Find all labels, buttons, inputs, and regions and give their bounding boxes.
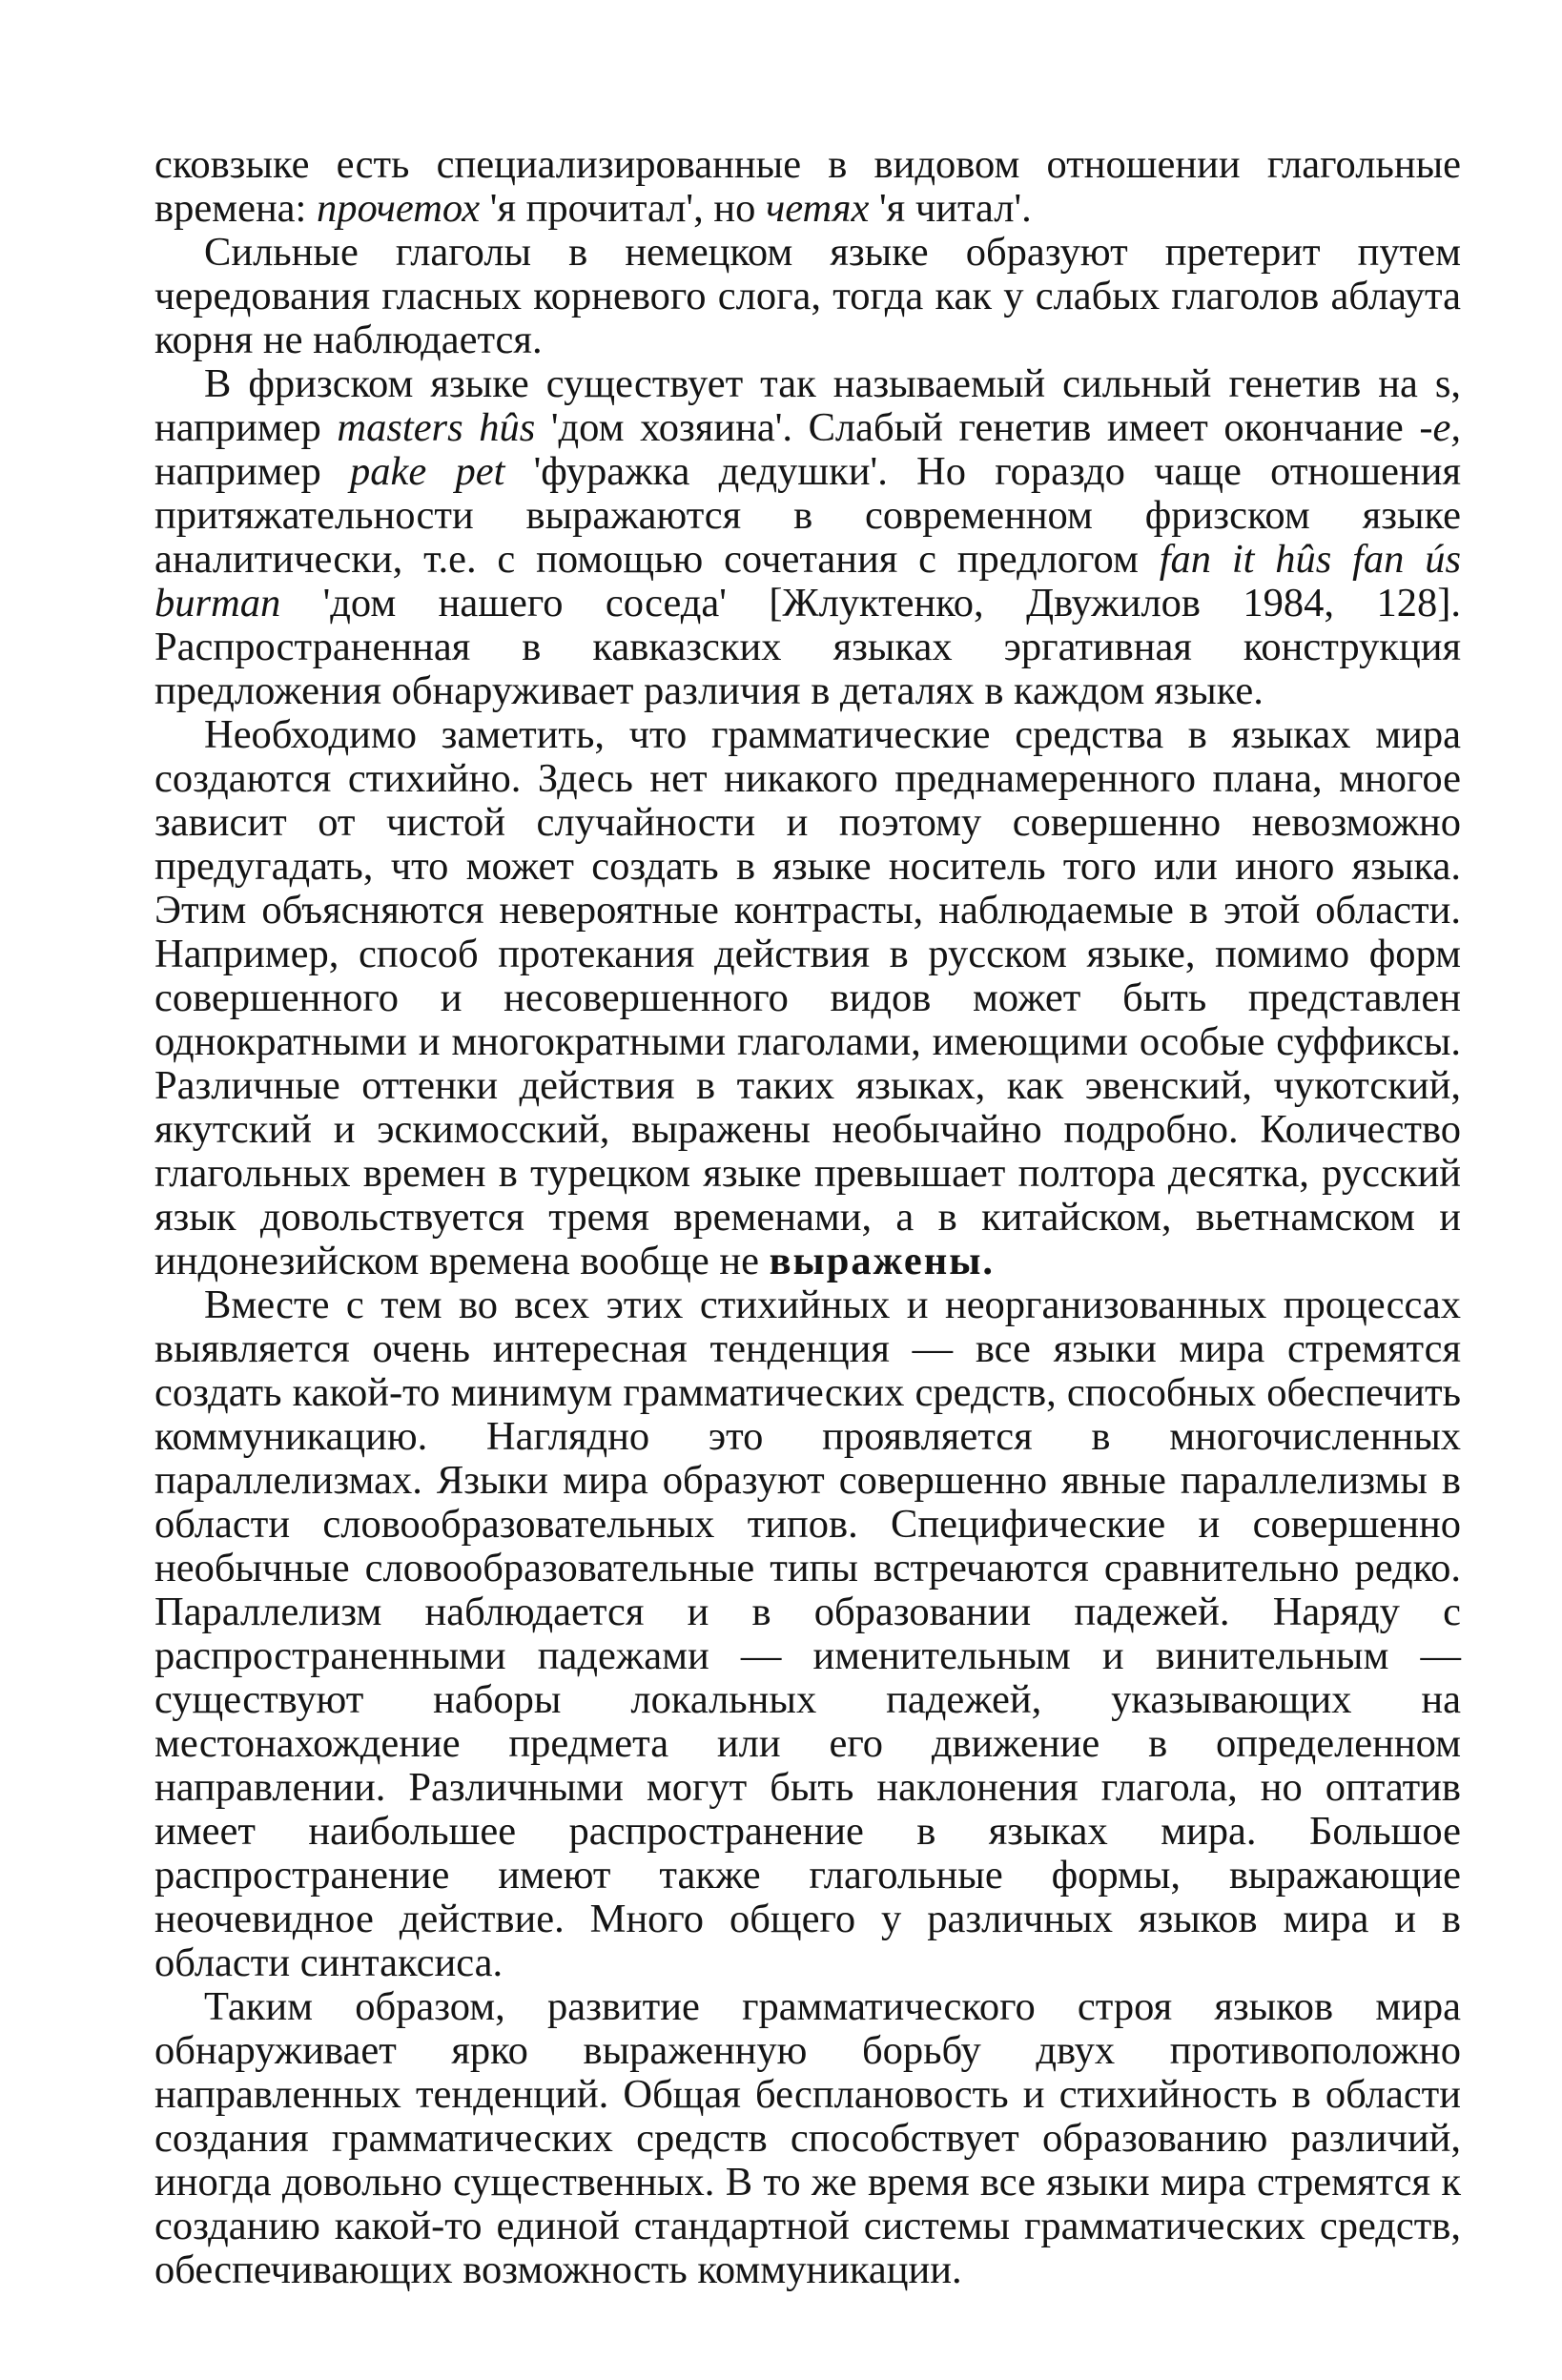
- paragraph-3-text-4: 'фуражка дедушки'. Но гораздо чаще отношения притяжательности выражаются в современном фризском языке аналитически, т.е. с помощью сочетания с предлогом: [154, 449, 1462, 582]
- paragraph-4: [154, 713, 1461, 1283]
- page-text: [154, 143, 1461, 2292]
- paragraph-6: [154, 1985, 1461, 2292]
- paragraph-5-text: Вместе с тем во всех этих стихийных и неорганизованных процессах выявляется очень интересная тенденция — все языки мира стремятся создать какой-то минимум грамматических средств, способных обеспечить коммуникацию. Наглядно это проявляется в многочисленных параллелизмах. Языки мира образуют совершенно явные параллелизмы в области словообразовательных типов. Специфические и совершенно необычные словообразовательные типы встречаются сравнительно редко. Параллелизм наблюдается и в образовании падежей. Наряду с распространенными падежами — именительным и винительным — существуют наборы локальных падежей, указывающих на местонахождение предмета или его движение в определенном направлении. Различными могут быть наклонения глагола, но оптатив имеет наибольшее распространение в языках мира. Большое распространение имеют также глагольные формы, выражающие неочевидное действие. Много общего у различных языков мира и в области синтаксиса.: [154, 1282, 1461, 1985]
- paragraph-1-text-2: 'я прочитал', но: [480, 186, 766, 231]
- example-masters-hus: masters hûs: [337, 405, 536, 450]
- paragraph-3-text-3: например: [154, 449, 351, 494]
- paragraph-6-text: Таким образом, развитие грамматического строя языков мира обнаруживает ярко выраженную борьбу двух противоположно направленных тенденций. Общая бесплановость и стихийность в области создания грамматических средств способствует образованию различий, иногда довольно существенных. В то же время все языки мира стремятся к созданию какой-то единой стандартной системы грамматических средств, обеспечивающих возможность коммуникации.: [154, 1984, 1461, 2292]
- paragraph-1-text-1: сковзыке есть специализированные в видовом отношении глагольные времена:: [154, 142, 1461, 231]
- example-fan-it-hus: fan it hûs fan ús burman: [154, 537, 1462, 626]
- paragraph-2: [154, 231, 1461, 362]
- paragraph-4-text: Необходимо заметить, что грамматические средства в языках мира создаются стихийно. Здесь нет никакого преднамеренного плана, многое зависит от чистой случайности и поэтому совершенно невозможно предугадать, что может создать в языке носитель того или иного языка. Этим объясняются невероятные контрасты, наблюдаемые в этой области. Например, способ протекания действия в русском языке, помимо форм совершенного и несовершенного видов может быть представлен однократными и многократными глаголами, имеющими особые суффиксы. Различные оттенки действия в таких языках, как эвенский, чукотский, якутский и эскимосский, выражены необычайно подробно. Количество глагольных времен в турецком языке превышает полтора десятка, русский язык довольствуется тремя временами, а в китайском, вьетнамском и индонезийском времена вообще не: [154, 712, 1461, 1283]
- paragraph-2-text: Сильные глаголы в немецком языке образуют претерит путем чередования гласных корневого слога, тогда как у слабых глаголов аблаута корня не наблюдается.: [154, 230, 1461, 362]
- paragraph-4-last-word: выражены.: [769, 1239, 996, 1283]
- example-pake-pet: pake pet: [350, 449, 505, 494]
- example-suffix-e: -e,: [1419, 405, 1461, 450]
- example-word-prochetokh: прочетох: [316, 186, 481, 231]
- paragraph-1-text-3: 'я читал'.: [869, 186, 1032, 231]
- paragraph-3-text-2: 'дом хозяина'. Слабый генетив имеет окончание: [535, 405, 1420, 450]
- paragraph-1: [154, 143, 1461, 231]
- paragraph-5: [154, 1283, 1461, 1985]
- paragraph-3-text-1: В фризском языке существует так называемый сильный генетив на s, например: [154, 361, 1461, 450]
- paragraph-3: [154, 362, 1461, 713]
- paragraph-3-text-5: 'дом нашего соседа' [Жлуктенко, Двужилов 1984, 128]. Распространенная в кавказских языках эргативная конструкция предложения обнаруживает различия в деталях в каждом языке.: [154, 581, 1461, 713]
- example-word-chetyakh: четях: [765, 186, 870, 231]
